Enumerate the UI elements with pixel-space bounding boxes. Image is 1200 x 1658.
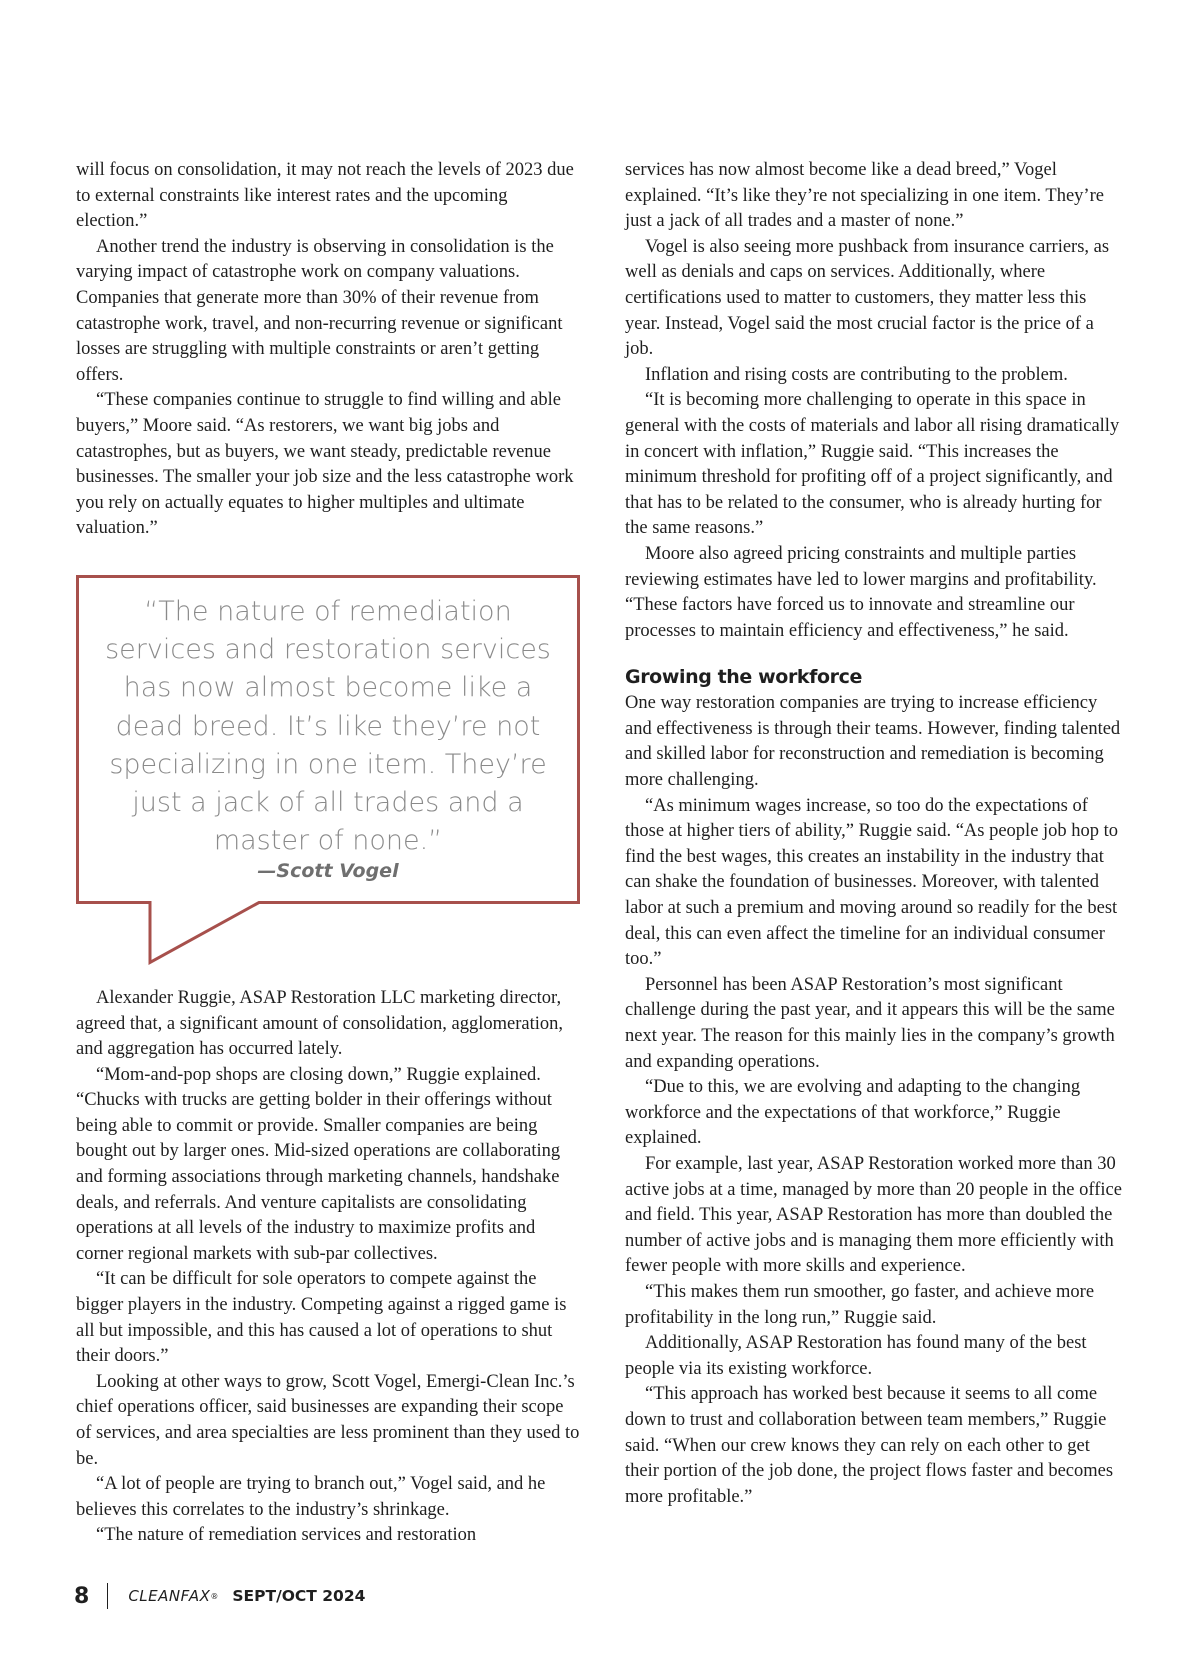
paragraph: One way restoration companies are trying to increase efficiency and effectiveness is through their teams. However, finding talented and skilled labor for reconstruction and remediation is becoming more challenging. xyxy=(625,693,1121,791)
paragraph: Looking at other ways to grow, Scott Vogel, Emergi-Clean Inc.’s chief operations officer, said businesses are expanding their scope of services, and area specialties are less prominent than they used to be. xyxy=(76,1371,580,1469)
page-footer xyxy=(74,1582,365,1610)
paragraph: “The nature of remediation services and restoration xyxy=(96,1525,477,1546)
paragraph: Vogel is also seeing more pushback from insurance carriers, as well as denials and caps on services. Additionally, where certifications used to matter to customers, they matter less this year. Instead, Vogel said the most crucial factor is the price of a job. xyxy=(625,236,1110,360)
left-column-top-text xyxy=(76,158,580,542)
left-column-bottom-text xyxy=(76,986,580,1549)
paragraph: “Mom-and-pop shops are closing down,” Ruggie explained. “Chucks with trucks are getting bolder in their offerings without being able to commit or provide. Smaller companies are being bought out by larger ones. Mid-sized operations are collaborating and forming associations through marketing channels, handshake deals, and referrals. And venture capitalists are consolidating operations at all levels of the industry to maximize profits and corner regional markets with sub-par collectives. xyxy=(76,1064,561,1264)
paragraph: “A lot of people are trying to branch out,” Vogel said, and he believes this correlates to the industry’s shrinkage. xyxy=(76,1474,546,1520)
paragraph: Alexander Ruggie, ASAP Restoration LLC marketing director, agreed that, a significant amount of consolidation, agglomeration, and aggregation has occurred lately. xyxy=(76,987,564,1060)
paragraph: For example, last year, ASAP Restoration worked more than 30 active jobs at a time, managed by more than 20 people in the office and field. This year, ASAP Restoration has more than doubled the number of active jobs and is managing them more efficiently with fewer people with more skills and experience. xyxy=(625,1153,1122,1277)
paragraph: Inflation and rising costs are contributing to the problem. xyxy=(645,364,1068,385)
footer-divider xyxy=(107,1583,108,1609)
magazine-name: CLEANFAX xyxy=(128,1587,211,1605)
page-number: 8 xyxy=(74,1583,90,1609)
pull-quote-text: “The nature of remediation services and restoration services has now almost become like a dead breed. It’s like they’re not specializing in one item. They’re just a jack of all trades and a master of none.” xyxy=(105,595,551,857)
pull-quote-attribution: —Scott Vogel xyxy=(257,859,399,882)
right-column xyxy=(625,158,1125,1510)
paragraph: Moore also agreed pricing constraints and multiple parties reviewing estimates have led to lower margins and profitability. “These factors have forced us to innovate and streamline our processes to maintain efficiency and effectiveness,” he said. xyxy=(625,543,1097,641)
paragraph: “Due to this, we are evolving and adapting to the changing workforce and the expectations of that workforce,” Ruggie explained. xyxy=(625,1077,1081,1149)
section-heading: Growing the workforce xyxy=(625,666,862,689)
paragraph: “This approach has worked best because it seems to all come down to trust and collaboration between team members,” Ruggie said. “When our crew knows they can rely on each other to get their portion of the job done, the project flows faster and becomes more profitable.” xyxy=(625,1384,1114,1507)
left-column xyxy=(76,158,580,1549)
paragraph: Another trend the industry is observing in consolidation is the varying impact of catastrophe work on company valuations. Companies that generate more than 30% of their revenue from catastrophe work, travel, and non-recurring revenue or significant losses are struggling with multiple constraints or aren’t getting offers. xyxy=(76,236,563,385)
paragraph: “As minimum wages increase, so too do the expectations of those at higher tiers of ability,” Ruggie said. “As people job hop to find the best wages, this creates an instability in the industry that can shake the foundation of businesses. Moreover, with talented labor at such a premium and moving around so readily for the best deal, this can even affect the timeline for an individual consumer too.” xyxy=(625,795,1119,970)
paragraph: “This makes them run smoother, go faster, and achieve more profitability in the long run,” Ruggie said. xyxy=(625,1281,1095,1328)
paragraph: “It is becoming more challenging to operate in this space in general with the costs of materials and labor all rising dramatically in concert with inflation,” Ruggie said. “This increases the minimum threshold for profiting off of a project significantly, and that has to be related to the consumer, who is already hurting for the same reasons.” xyxy=(625,390,1120,539)
paragraph: Personnel has been ASAP Restoration’s most significant challenge during the past year, and it appears this will be the same next year. The reason for this mainly lies in the company’s growth and expanding operations. xyxy=(625,974,1115,1072)
paragraph: “These companies continue to struggle to find willing and able buyers,” Moore said. “As restorers, we want big jobs and catastrophes, but as buyers, we want steady, predictable revenue businesses. The smaller your job size and the less catastrophe work you rely on actually equates to higher multiples and ultimate valuation.” xyxy=(76,390,574,539)
right-column-top-text xyxy=(625,158,1125,644)
paragraph: services has now almost become like a dead breed,” Vogel explained. “It’s like they’re not specializing in one item. They’re just a jack of all trades and a master of none.” xyxy=(625,160,1104,232)
paragraph: will focus on consolidation, it may not reach the levels of 2023 due to external constraints like interest rates and the upcoming election.” xyxy=(76,160,574,232)
registered-mark: ® xyxy=(210,1591,219,1601)
paragraph: “It can be difficult for sole operators to compete against the bigger players in the industry. Competing against a rigged game is all but impossible, and this has caused a lot of operations to shut their doors.” xyxy=(76,1269,567,1367)
paragraph: Additionally, ASAP Restoration has found many of the best people via its existing workforce. xyxy=(625,1333,1087,1379)
pull-quote xyxy=(76,575,580,975)
issue-date: SEPT/OCT 2024 xyxy=(232,1587,366,1605)
right-column-bottom-text xyxy=(625,691,1125,1510)
